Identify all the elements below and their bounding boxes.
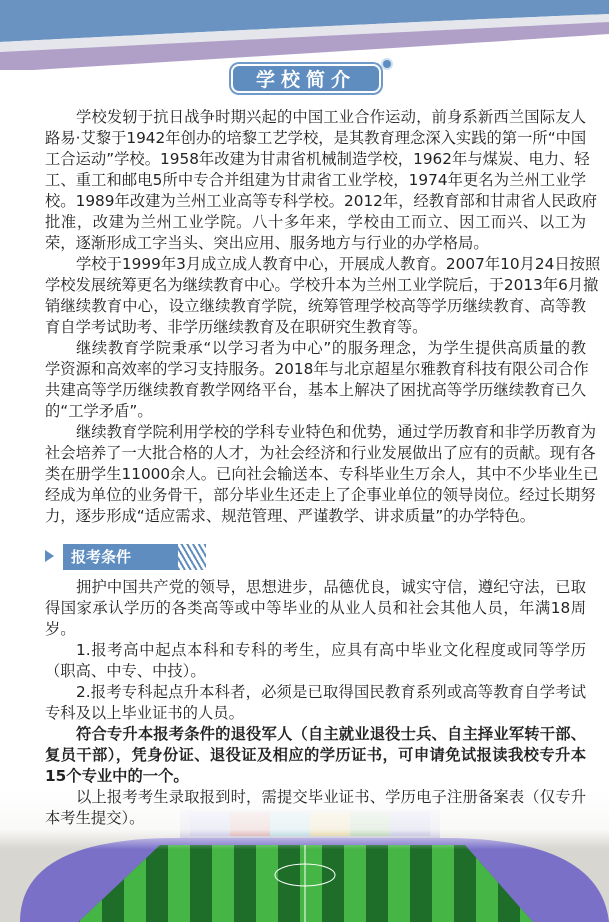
- text-line: 销继续教育中心，设立继续教育学院，统筹管理学校高等学历继续教育、高等教: [45, 297, 586, 315]
- text-line: 工、重工和邮电5所中专合并组建为甘肃省工业学校，1974年更名为兰州工业学: [45, 171, 586, 189]
- text-line: 学资源和高效率的学习支持服务。2018年与北京超星尔雅教育科技有限公司合作: [45, 360, 589, 378]
- text-line: 社会培养了一大批合格的人才，为社会经济和行业发展做出了应有的贡献。现有各: [45, 444, 596, 462]
- requirements-text: [45, 577, 586, 829]
- text-line: 力，逐步形成“适应需求、规范管理、严谨教学、讲求质量”的办学特色。: [45, 507, 536, 525]
- text-line: 2.报考专科起点升本科者，必须是已取得国民教育系列或高等教育自学考试: [76, 683, 586, 701]
- text-line: 经成为单位的业务骨干，部分毕业生还走上了企事业单位的领导岗位。经过长期努: [45, 486, 596, 504]
- arrow-right-icon: [45, 550, 54, 562]
- text-line: 工合运动”学校。1958年改建为甘肃省机械制造学校，1962年与煤炭、电力、轻: [45, 150, 590, 168]
- text-line: 以上报考考生录取报到时，需提交毕业证书、学历电子注册备案表（仅专升: [76, 788, 586, 806]
- hatch-decoration: [178, 544, 206, 570]
- text-line: 1.报考高中起点本科和专科的考生，应具有高中毕业文化程度或同等学历: [76, 641, 586, 659]
- text-line: 继续教育学院秉承“以学习者为中心”的服务理念，为学生提供高质量的教: [76, 339, 586, 357]
- text-line: 符合专升本报考条件的退役军人（自主就业退役士兵、自主择业军转干部、: [76, 725, 586, 743]
- text-line: 岁。: [45, 620, 76, 638]
- text-line: 校。1989年改建为兰州工业高等专科学校。2012年，经教育部和甘肃省人民政府: [45, 192, 598, 210]
- text-line: 的“工学矛盾”。: [45, 402, 153, 420]
- text-line: 批准，改建为兰州工业学院。八十多年来，学校由工而立、因工而兴、以工为: [45, 213, 586, 231]
- page-title: 学校简介: [231, 64, 381, 93]
- text-line: 复员干部），凭身份证、退役证及相应的学历证书，可申请免试报读我校专升本: [45, 746, 586, 764]
- text-line: （职高、中专、中技）。: [45, 662, 206, 680]
- text-line: 本考生提交）。: [45, 809, 145, 827]
- intro-text: [45, 107, 601, 527]
- requirements-heading: [45, 544, 205, 570]
- text-line: 学校发展统筹更名为继续教育中心。学校升本为兰州工业学院后，于2013年6月撤: [45, 276, 599, 294]
- section-title-badge: [223, 58, 393, 98]
- text-line: 学校于1999年3月成立成人教育中心，开展成人教育。2007年10月24日按照: [76, 255, 601, 273]
- text-line: 15个专业中的一个。: [45, 767, 189, 785]
- text-line: 得国家承认学历的各类高等或中等毕业的从业人员和社会其他人员，年满18周: [45, 599, 586, 617]
- text-line: 育自学考试助考、非学历继续教育及在职研究生教育等。: [45, 318, 428, 336]
- text-line: 共建高等学历继续教育教学网络平台，基本上解决了困扰高等学历继续教育已久: [45, 381, 586, 399]
- text-line: 学校发轫于抗日战争时期兴起的中国工业合作运动，前身系新西兰国际友人: [76, 108, 586, 126]
- text-line: 继续教育学院利用学校的学科专业特色和优势，通过学历教育和非学历教育为: [76, 423, 597, 441]
- decorative-dot-icon: [381, 58, 393, 70]
- section-heading: 报考条件: [63, 544, 178, 570]
- text-line: 拥护中国共产党的领导，思想进步，品德优良，诚实守信，遵纪守法，已取: [76, 578, 586, 596]
- text-line: 路易·艾黎于1942年创办的培黎工艺学校，是其教育理念深入实践的第一所“中国: [45, 129, 587, 147]
- text-line: 专科及以上毕业证书的人员。: [45, 704, 244, 722]
- text-line: 荣，逐渐形成工字当头、突出应用、服务地方与行业的办学格局。: [45, 234, 489, 252]
- text-line: 类在册学生11000余人。已向社会输送本、专科毕业生万余人，其中不少毕业生已: [45, 465, 599, 483]
